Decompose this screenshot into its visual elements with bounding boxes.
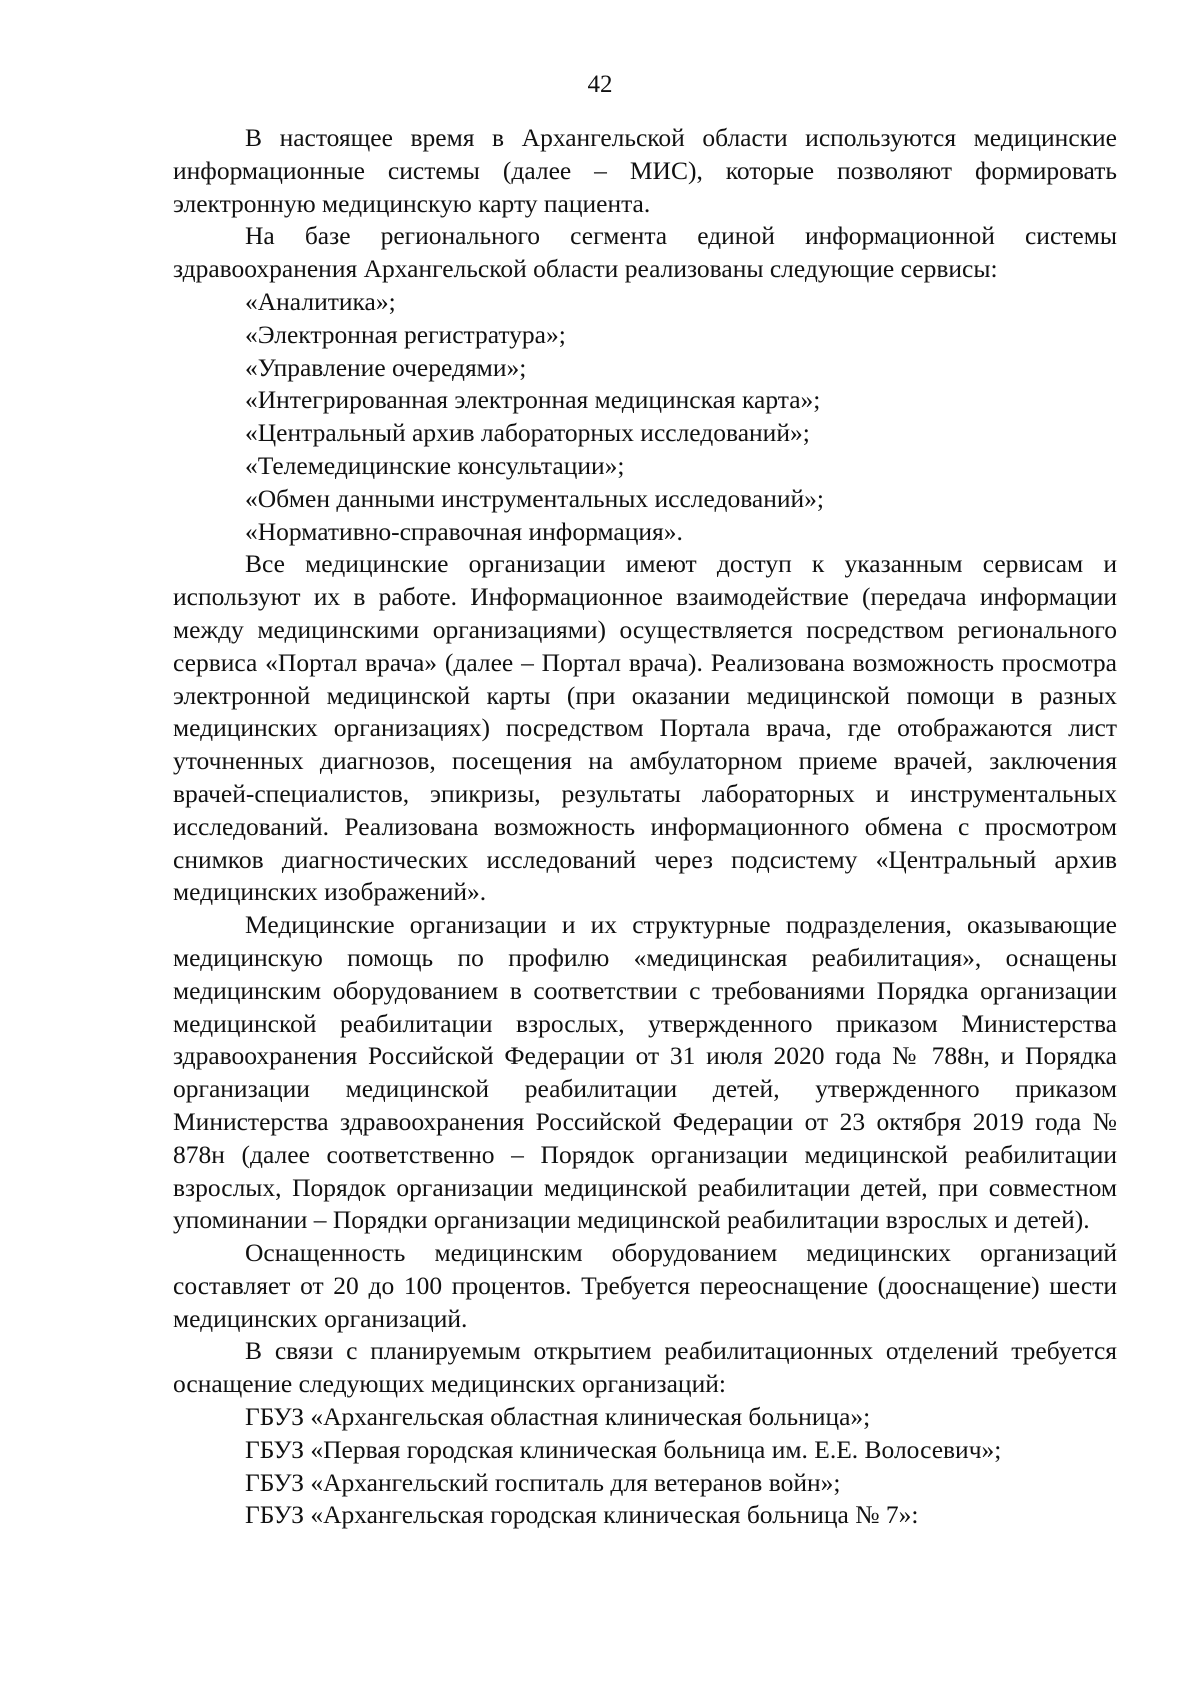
document-body	[173, 122, 1117, 1532]
list-item: «Электронная регистратура»;	[245, 319, 566, 349]
list-item: ГБУЗ «Архангельская городская клиническая больница № 7»:	[245, 1500, 919, 1530]
list-item: «Обмен данными инструментальных исследований»;	[245, 483, 825, 513]
list-item: «Центральный архив лабораторных исследований»;	[245, 418, 810, 448]
paragraph: Все медицинские организации имеют доступ к указанным сервисам и используют их в работе. Информационное взаимодействие (передача информации между медицинскими организациями) осуществляется посредством регионального сервиса «Портал врача» (далее – Портал врача). Реализована возможность просмотра электронной медицинской карты (при оказании медицинской помощи в разных медицинских организациях) посредством Портала врача, где отображаются лист уточненных диагнозов, посещения на амбулаторном приеме врачей, заключения врачей-специалистов, эпикризы, результаты лабораторных и инструментальных исследований. Реализована возможность информационного обмена с просмотром снимков диагностических исследований через подсистему «Центральный архив медицинских изображений».	[173, 549, 1117, 907]
list-item: ГБУЗ «Архангельская областная клиническая больница»;	[245, 1402, 871, 1432]
paragraph: Оснащенность медицинским оборудованием медицинских организаций составляет от 20 до 100 процентов. Требуется переоснащение (дооснащение) шести медицинских организаций.	[173, 1238, 1117, 1333]
list-item: ГБУЗ «Архангельский госпиталь для ветеранов войн»;	[245, 1467, 841, 1497]
paragraph: Медицинские организации и их структурные подразделения, оказывающие медицинскую помощь по профилю «медицинская реабилитация», оснащены медицинским оборудованием в соответствии с требованиями Порядка организации медицинской реабилитации взрослых, утвержденного приказом Министерства здравоохранения Российской Федерации от 31 июля 2020 года № 788н, и Порядка организации медицинской реабилитации детей, утвержденного приказом Министерства здравоохранения Российской Федерации от 23 октября 2019 года № 878н (далее соответственно – Порядок организации медицинской реабилитации взрослых, Порядок организации медицинской реабилитации детей, при совместном упоминании – Порядки организации медицинской реабилитации взрослых и детей).	[173, 910, 1117, 1235]
paragraph: На базе регионального сегмента единой информационной системы здравоохранения Архангельской области реализованы следующие сервисы:	[173, 221, 1117, 284]
list-item: «Управление очередями»;	[245, 352, 527, 382]
list-item: «Аналитика»;	[245, 286, 396, 316]
list-item: ГБУЗ «Первая городская клиническая больница им. Е.Е. Волосевич»;	[245, 1434, 1002, 1464]
list-item: «Нормативно-справочная информация».	[245, 516, 683, 546]
paragraph: В связи с планируемым открытием реабилитационных отделений требуется оснащение следующих медицинских организаций:	[173, 1336, 1117, 1399]
paragraph: В настоящее время в Архангельской области используются медицинские информационные системы (далее – МИС), которые позволяют формировать электронную медицинскую карту пациента.	[173, 123, 1117, 218]
page-number: 42	[587, 71, 613, 98]
list-item: «Телемедицинские консультации»;	[245, 450, 625, 480]
list-item: «Интегрированная электронная медицинская карта»;	[245, 385, 821, 415]
